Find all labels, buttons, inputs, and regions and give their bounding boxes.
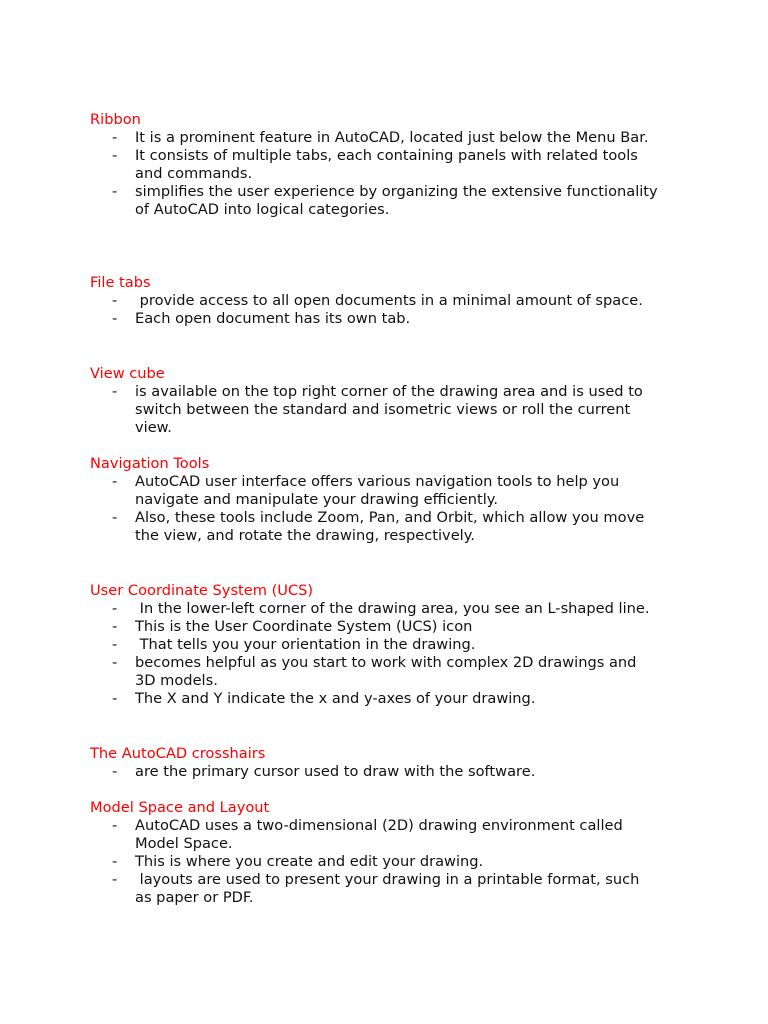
list-item <box>90 310 690 328</box>
section-crosshairs <box>90 745 690 781</box>
item-text: is available on the top right corner of the drawing area and is used to switch between the standard and isometric views or roll the current view. <box>135 383 643 436</box>
list-item <box>90 871 690 907</box>
section-heading: User Coordinate System (UCS) <box>90 582 314 599</box>
bullet-list <box>90 292 690 328</box>
item-text: This is the User Coordinate System (UCS) icon <box>135 618 473 635</box>
bullet-list <box>90 763 690 781</box>
bullet-list <box>90 600 690 708</box>
item-text: It consists of multiple tabs, each containing panels with related tools and commands. <box>135 147 638 182</box>
dash-bullet-icon: - <box>112 817 118 834</box>
list-item <box>90 853 690 871</box>
section-ribbon <box>90 111 690 219</box>
item-text: In the lower-left corner of the drawing area, you see an L-shaped line. <box>135 600 650 617</box>
list-item <box>90 817 690 853</box>
section-view-cube <box>90 365 690 437</box>
list-item <box>90 509 690 545</box>
list-item <box>90 383 690 437</box>
item-text: Each open document has its own tab. <box>135 310 411 327</box>
bullet-list <box>90 383 690 437</box>
dash-bullet-icon: - <box>112 853 118 870</box>
dash-bullet-icon: - <box>112 654 118 671</box>
bullet-list <box>90 473 690 545</box>
section-heading: View cube <box>90 365 165 382</box>
section-heading: Ribbon <box>90 111 141 128</box>
dash-bullet-icon: - <box>112 383 118 400</box>
item-text: becomes helpful as you start to work with complex 2D drawings and 3D models. <box>135 654 637 689</box>
dash-bullet-icon: - <box>112 183 118 200</box>
section-heading: The AutoCAD crosshairs <box>90 745 266 762</box>
bullet-list <box>90 817 690 907</box>
bullet-list <box>90 129 690 219</box>
item-text: The X and Y indicate the x and y-axes of your drawing. <box>135 690 536 707</box>
list-item <box>90 147 690 183</box>
list-item <box>90 763 690 781</box>
section-ucs <box>90 582 690 708</box>
section-model-space-layout <box>90 799 690 907</box>
list-item <box>90 618 690 636</box>
dash-bullet-icon: - <box>112 292 118 309</box>
section-file-tabs <box>90 274 690 328</box>
dash-bullet-icon: - <box>112 871 118 888</box>
item-text: provide access to all open documents in a minimal amount of space. <box>135 292 643 309</box>
item-text: are the primary cursor used to draw with the software. <box>135 763 536 780</box>
item-text: layouts are used to present your drawing in a printable format, such as paper or PDF. <box>135 871 640 906</box>
dash-bullet-icon: - <box>112 509 118 526</box>
section-heading: Navigation Tools <box>90 455 210 472</box>
dash-bullet-icon: - <box>112 618 118 635</box>
list-item <box>90 600 690 618</box>
dash-bullet-icon: - <box>112 690 118 707</box>
item-text: AutoCAD user interface offers various navigation tools to help you navigate and manipulate your drawing efficiently. <box>135 473 620 508</box>
list-item <box>90 183 690 219</box>
section-navigation-tools <box>90 455 690 545</box>
item-text: That tells you your orientation in the drawing. <box>135 636 476 653</box>
item-text: This is where you create and edit your drawing. <box>135 853 484 870</box>
dash-bullet-icon: - <box>112 636 118 653</box>
section-heading: File tabs <box>90 274 151 291</box>
list-item <box>90 654 690 690</box>
section-heading: Model Space and Layout <box>90 799 270 816</box>
list-item <box>90 292 690 310</box>
list-item <box>90 129 690 147</box>
dash-bullet-icon: - <box>112 763 118 780</box>
list-item <box>90 636 690 654</box>
item-text: Also, these tools include Zoom, Pan, and Orbit, which allow you move the view, and rotate the drawing, respectively. <box>135 509 645 544</box>
list-item <box>90 473 690 509</box>
dash-bullet-icon: - <box>112 473 118 490</box>
dash-bullet-icon: - <box>112 310 118 327</box>
dash-bullet-icon: - <box>112 600 118 617</box>
dash-bullet-icon: - <box>112 129 118 146</box>
list-item <box>90 690 690 708</box>
item-text: simplifies the user experience by organizing the extensive functionality of AutoCAD into logical categories. <box>135 183 658 218</box>
dash-bullet-icon: - <box>112 147 118 164</box>
item-text: It is a prominent feature in AutoCAD, located just below the Menu Bar. <box>135 129 649 146</box>
item-text: AutoCAD uses a two-dimensional (2D) drawing environment called Model Space. <box>135 817 623 852</box>
